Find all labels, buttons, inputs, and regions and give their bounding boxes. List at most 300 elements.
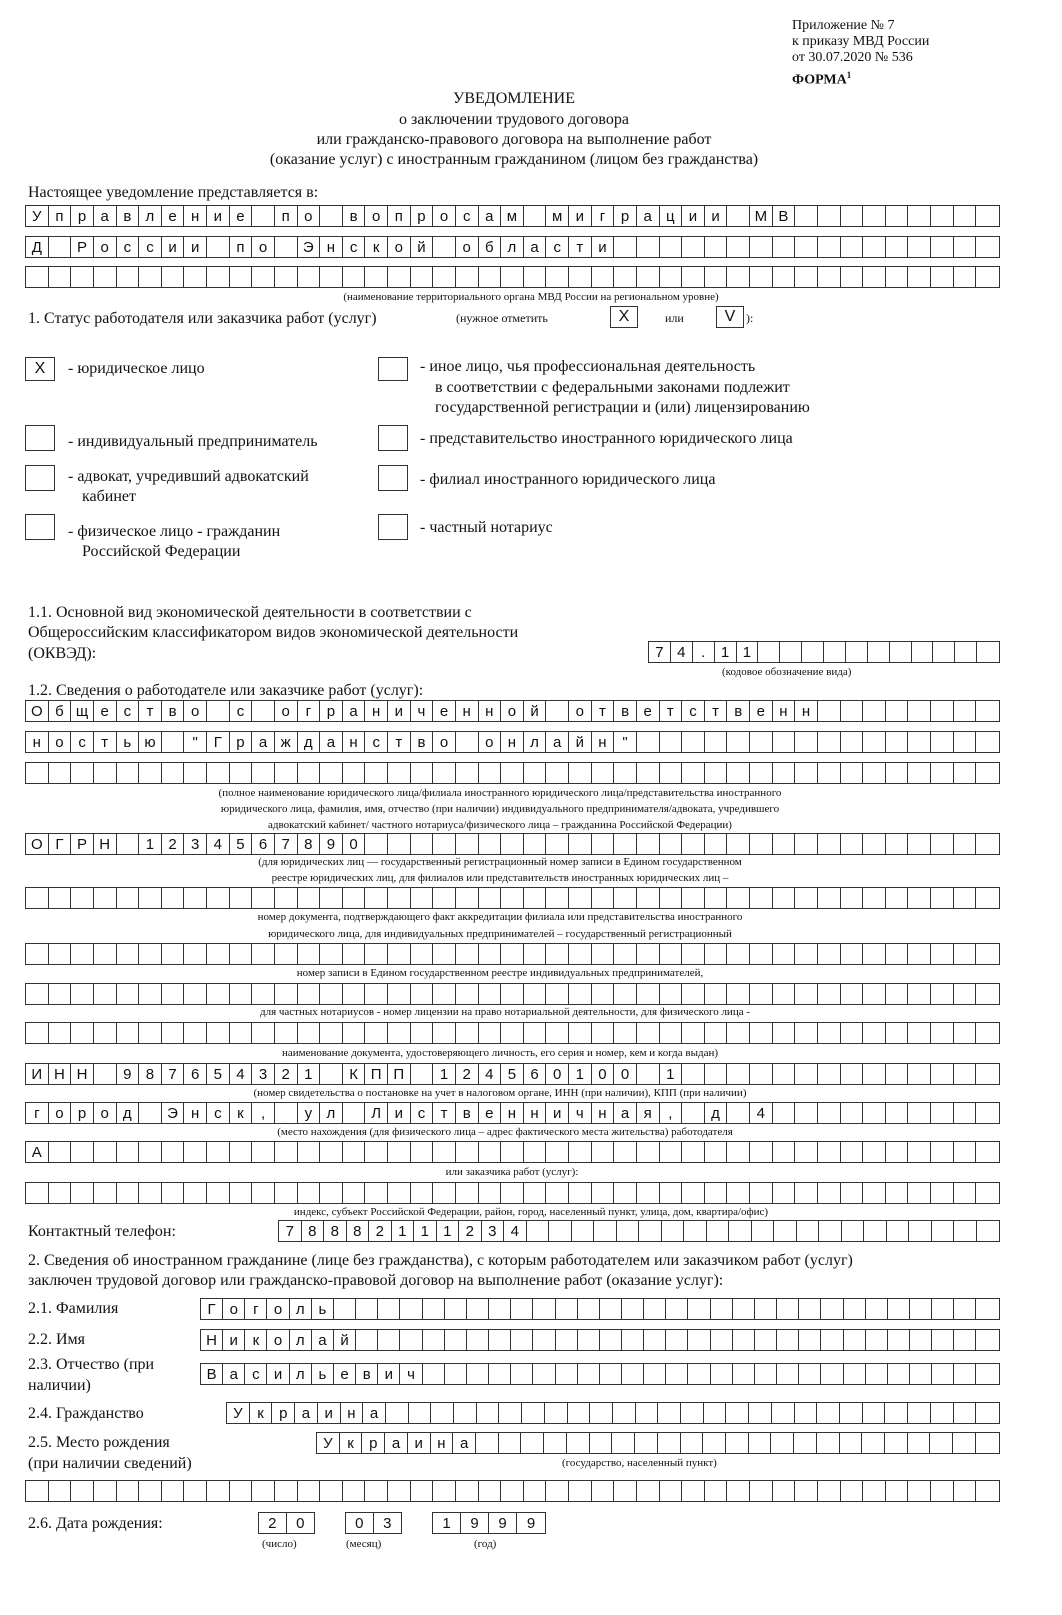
char-cell[interactable]	[750, 944, 773, 964]
char-cell[interactable]: "	[184, 732, 207, 752]
char-cell[interactable]	[592, 1481, 615, 1501]
char-cell[interactable]	[910, 1299, 932, 1319]
char-cell[interactable]: н	[26, 732, 49, 752]
char-cell[interactable]	[639, 1221, 662, 1241]
char-cell[interactable]	[931, 944, 954, 964]
char-cell[interactable]	[445, 1330, 467, 1350]
char-cell[interactable]	[841, 1064, 864, 1084]
char-cell[interactable]: а	[320, 732, 343, 752]
char-cell[interactable]: п	[275, 206, 298, 226]
char-cell[interactable]	[908, 1064, 931, 1084]
char-cell[interactable]	[954, 984, 977, 1004]
char-cell[interactable]: 1	[139, 834, 162, 854]
char-cell[interactable]	[682, 763, 705, 783]
char-cell[interactable]	[162, 888, 185, 908]
char-cell[interactable]	[230, 944, 253, 964]
char-cell[interactable]	[818, 944, 841, 964]
char-cell[interactable]	[636, 1403, 659, 1423]
char-cell[interactable]	[863, 1023, 886, 1043]
char-cell[interactable]: р	[71, 206, 94, 226]
char-cell[interactable]	[569, 984, 592, 1004]
char-cell[interactable]	[773, 1064, 796, 1084]
char-cell[interactable]	[705, 944, 728, 964]
char-cell[interactable]	[49, 267, 72, 287]
char-cell[interactable]	[773, 732, 796, 752]
char-cell[interactable]	[976, 1183, 999, 1203]
char-cell[interactable]: Э	[298, 237, 321, 257]
char-cell[interactable]: о	[433, 732, 456, 752]
char-cell[interactable]	[818, 1481, 841, 1501]
char-cell[interactable]: ь	[312, 1364, 334, 1384]
char-cell[interactable]	[910, 1330, 932, 1350]
char-cell[interactable]: к	[340, 1433, 363, 1453]
char-cell[interactable]	[275, 984, 298, 1004]
char-cell[interactable]	[886, 267, 909, 287]
char-cell[interactable]	[546, 701, 569, 721]
char-cell[interactable]: е	[94, 701, 117, 721]
char-cell[interactable]: 8	[324, 1221, 347, 1241]
char-cell[interactable]: 7	[162, 1064, 185, 1084]
char-cell[interactable]	[546, 1023, 569, 1043]
char-cell[interactable]: 3	[383, 1514, 392, 1532]
char-cell[interactable]	[117, 1481, 140, 1501]
char-cell[interactable]	[799, 1299, 821, 1319]
char-cell[interactable]	[733, 1364, 755, 1384]
char-cell[interactable]	[501, 834, 524, 854]
char-cell[interactable]	[365, 267, 388, 287]
char-cell[interactable]	[887, 1221, 910, 1241]
char-cell[interactable]	[365, 1142, 388, 1162]
char-cell[interactable]: М	[750, 206, 773, 226]
char-cell[interactable]: 2	[275, 1064, 298, 1084]
char-cell[interactable]	[886, 1481, 909, 1501]
char-cell[interactable]	[230, 763, 253, 783]
char-cell[interactable]	[546, 1183, 569, 1203]
char-cell[interactable]: 2	[456, 1064, 479, 1084]
char-cell[interactable]: 4	[207, 834, 230, 854]
char-cell[interactable]	[71, 267, 94, 287]
char-cell[interactable]	[524, 1023, 547, 1043]
char-cell[interactable]	[592, 984, 615, 1004]
char-cell[interactable]	[705, 763, 728, 783]
char-cell[interactable]	[749, 1403, 772, 1423]
char-cell[interactable]	[863, 732, 886, 752]
char-cell[interactable]: к	[365, 237, 388, 257]
char-cell[interactable]: и	[408, 1433, 431, 1453]
char-cell[interactable]: 9	[489, 1513, 517, 1533]
char-cell[interactable]	[885, 1403, 908, 1423]
char-cell[interactable]: л	[290, 1330, 312, 1350]
char-cell[interactable]	[578, 1299, 600, 1319]
char-cell[interactable]	[207, 237, 230, 257]
char-cell[interactable]	[162, 1481, 185, 1501]
char-cell[interactable]	[931, 1142, 954, 1162]
char-cell[interactable]: ь	[117, 732, 140, 752]
authority-row-3[interactable]	[25, 266, 1000, 288]
char-cell[interactable]	[411, 1183, 434, 1203]
doc-row-1[interactable]	[25, 887, 1000, 909]
phone-row[interactable]	[278, 1220, 1000, 1242]
char-cell[interactable]	[26, 944, 49, 964]
char-cell[interactable]	[489, 1299, 511, 1319]
char-cell[interactable]: и	[318, 1403, 341, 1423]
char-cell[interactable]: н	[773, 701, 796, 721]
char-cell[interactable]	[933, 642, 955, 662]
patronymic-row[interactable]	[200, 1363, 1000, 1385]
char-cell[interactable]	[533, 1364, 555, 1384]
char-cell[interactable]	[501, 984, 524, 1004]
authority-row-1[interactable]	[25, 205, 1000, 227]
char-cell[interactable]	[275, 1142, 298, 1162]
char-cell[interactable]: а	[479, 206, 502, 226]
char-cell[interactable]: Г	[49, 834, 72, 854]
char-cell[interactable]	[622, 1330, 644, 1350]
char-cell[interactable]	[862, 1433, 885, 1453]
char-cell[interactable]	[688, 1330, 710, 1350]
char-cell[interactable]	[705, 888, 728, 908]
char-cell[interactable]	[931, 763, 954, 783]
char-cell[interactable]	[184, 1023, 207, 1043]
char-cell[interactable]	[433, 267, 456, 287]
char-cell[interactable]	[681, 1403, 704, 1423]
char-cell[interactable]	[727, 206, 750, 226]
char-cell[interactable]	[94, 944, 117, 964]
char-cell[interactable]	[954, 834, 977, 854]
char-cell[interactable]	[499, 1403, 522, 1423]
char-cell[interactable]	[230, 267, 253, 287]
char-cell[interactable]: 7	[275, 834, 298, 854]
char-cell[interactable]	[184, 1481, 207, 1501]
char-cell[interactable]	[71, 1481, 94, 1501]
char-cell[interactable]	[658, 1433, 681, 1453]
char-cell[interactable]	[594, 1221, 617, 1241]
char-cell[interactable]	[423, 1299, 445, 1319]
char-cell[interactable]	[617, 1221, 640, 1241]
char-cell[interactable]	[546, 1142, 569, 1162]
char-cell[interactable]	[365, 944, 388, 964]
char-cell[interactable]	[711, 1299, 733, 1319]
char-cell[interactable]	[71, 888, 94, 908]
char-cell[interactable]	[727, 944, 750, 964]
char-cell[interactable]	[549, 1221, 572, 1241]
char-cell[interactable]	[546, 944, 569, 964]
char-cell[interactable]	[207, 888, 230, 908]
char-cell[interactable]: 7	[279, 1221, 302, 1241]
char-cell[interactable]	[908, 888, 931, 908]
char-cell[interactable]	[71, 984, 94, 1004]
char-cell[interactable]: с	[365, 732, 388, 752]
char-cell[interactable]	[501, 1142, 524, 1162]
char-cell[interactable]: о	[569, 701, 592, 721]
char-cell[interactable]: к	[230, 1103, 253, 1123]
char-cell[interactable]: д	[117, 1103, 140, 1123]
char-cell[interactable]	[773, 267, 796, 287]
char-cell[interactable]	[705, 237, 728, 257]
char-cell[interactable]	[976, 1299, 998, 1319]
char-cell[interactable]	[556, 1299, 578, 1319]
char-cell[interactable]	[637, 834, 660, 854]
char-cell[interactable]: 1	[569, 1064, 592, 1084]
checkbox-branch[interactable]	[378, 465, 408, 491]
char-cell[interactable]	[749, 1433, 772, 1453]
char-cell[interactable]	[600, 1364, 622, 1384]
char-cell[interactable]	[546, 1481, 569, 1501]
char-cell[interactable]: и	[162, 237, 185, 257]
char-cell[interactable]: 1	[414, 1221, 437, 1241]
char-cell[interactable]	[954, 944, 977, 964]
char-cell[interactable]	[298, 944, 321, 964]
char-cell[interactable]	[479, 888, 502, 908]
char-cell[interactable]: а	[223, 1364, 245, 1384]
char-cell[interactable]	[511, 1299, 533, 1319]
char-cell[interactable]	[824, 642, 846, 662]
char-cell[interactable]	[841, 984, 864, 1004]
char-cell[interactable]: а	[453, 1433, 476, 1453]
char-cell[interactable]	[614, 763, 637, 783]
char-cell[interactable]	[773, 1183, 796, 1203]
birthplace-row-2[interactable]	[25, 1480, 1000, 1502]
char-cell[interactable]	[489, 1364, 511, 1384]
char-cell[interactable]	[94, 1023, 117, 1043]
char-cell[interactable]: а	[343, 701, 366, 721]
char-cell[interactable]	[431, 1403, 454, 1423]
doc-row-3[interactable]	[25, 983, 1000, 1005]
char-cell[interactable]: г	[592, 206, 615, 226]
char-cell[interactable]	[298, 1183, 321, 1203]
char-cell[interactable]	[94, 1183, 117, 1203]
char-cell[interactable]	[365, 888, 388, 908]
char-cell[interactable]	[841, 1103, 864, 1123]
char-cell[interactable]	[411, 1023, 434, 1043]
char-cell[interactable]	[705, 1023, 728, 1043]
char-cell[interactable]	[908, 1142, 931, 1162]
char-cell[interactable]: т	[705, 701, 728, 721]
char-cell[interactable]	[94, 888, 117, 908]
char-cell[interactable]: ю	[139, 732, 162, 752]
char-cell[interactable]	[544, 1433, 567, 1453]
char-cell[interactable]	[592, 267, 615, 287]
char-cell[interactable]	[886, 1103, 909, 1123]
ogrn-row[interactable]	[25, 833, 1000, 855]
char-cell[interactable]	[433, 1142, 456, 1162]
char-cell[interactable]: т	[94, 732, 117, 752]
char-cell[interactable]: о	[94, 1103, 117, 1123]
authority-row-2[interactable]	[25, 236, 1000, 258]
char-cell[interactable]	[207, 944, 230, 964]
char-cell[interactable]	[49, 1142, 72, 1162]
char-cell[interactable]	[976, 984, 999, 1004]
char-cell[interactable]	[614, 1142, 637, 1162]
char-cell[interactable]: с	[207, 1103, 230, 1123]
char-cell[interactable]	[117, 944, 140, 964]
char-cell[interactable]	[799, 1364, 821, 1384]
char-cell[interactable]: ,	[660, 1103, 683, 1123]
char-cell[interactable]	[931, 267, 954, 287]
char-cell[interactable]: н	[320, 237, 343, 257]
char-cell[interactable]: и	[207, 206, 230, 226]
char-cell[interactable]	[569, 763, 592, 783]
char-cell[interactable]: м	[501, 206, 524, 226]
inn-kpp-row[interactable]	[25, 1063, 1000, 1085]
char-cell[interactable]	[863, 944, 886, 964]
char-cell[interactable]	[931, 984, 954, 1004]
char-cell[interactable]	[886, 888, 909, 908]
char-cell[interactable]: Л	[365, 1103, 388, 1123]
char-cell[interactable]: о	[456, 237, 479, 257]
char-cell[interactable]: 1	[298, 1064, 321, 1084]
char-cell[interactable]	[365, 1481, 388, 1501]
char-cell[interactable]	[727, 1064, 750, 1084]
char-cell[interactable]: ,	[252, 1103, 275, 1123]
char-cell[interactable]	[705, 984, 728, 1004]
char-cell[interactable]: т	[569, 237, 592, 257]
char-cell[interactable]: о	[365, 206, 388, 226]
char-cell[interactable]	[592, 1142, 615, 1162]
char-cell[interactable]	[818, 984, 841, 1004]
char-cell[interactable]	[705, 1481, 728, 1501]
char-cell[interactable]	[863, 834, 886, 854]
char-cell[interactable]: н	[795, 701, 818, 721]
char-cell[interactable]	[727, 1023, 750, 1043]
char-cell[interactable]	[298, 1481, 321, 1501]
char-cell[interactable]: о	[433, 206, 456, 226]
char-cell[interactable]: с	[456, 206, 479, 226]
char-cell[interactable]	[818, 888, 841, 908]
char-cell[interactable]	[954, 1221, 977, 1241]
employer-name-row-2[interactable]	[25, 731, 1000, 753]
char-cell[interactable]: т	[433, 1103, 456, 1123]
char-cell[interactable]: о	[501, 701, 524, 721]
char-cell[interactable]	[662, 1221, 685, 1241]
char-cell[interactable]	[863, 763, 886, 783]
char-cell[interactable]	[546, 763, 569, 783]
char-cell[interactable]	[780, 642, 802, 662]
char-cell[interactable]: в	[162, 701, 185, 721]
char-cell[interactable]	[578, 1330, 600, 1350]
char-cell[interactable]: Н	[49, 1064, 72, 1084]
char-cell[interactable]	[117, 984, 140, 1004]
char-cell[interactable]	[546, 834, 569, 854]
char-cell[interactable]	[592, 888, 615, 908]
char-cell[interactable]	[524, 267, 547, 287]
char-cell[interactable]	[411, 834, 434, 854]
char-cell[interactable]	[954, 206, 977, 226]
char-cell[interactable]	[479, 267, 502, 287]
char-cell[interactable]	[184, 1142, 207, 1162]
char-cell[interactable]	[637, 1183, 660, 1203]
char-cell[interactable]: й	[524, 701, 547, 721]
char-cell[interactable]	[795, 834, 818, 854]
char-cell[interactable]	[479, 1481, 502, 1501]
char-cell[interactable]	[569, 1481, 592, 1501]
char-cell[interactable]	[454, 1403, 477, 1423]
char-cell[interactable]	[524, 763, 547, 783]
char-cell[interactable]	[556, 1364, 578, 1384]
char-cell[interactable]: 7	[649, 642, 671, 662]
char-cell[interactable]: т	[139, 701, 162, 721]
char-cell[interactable]	[275, 763, 298, 783]
char-cell[interactable]	[931, 888, 954, 908]
char-cell[interactable]	[795, 1183, 818, 1203]
char-cell[interactable]	[637, 984, 660, 1004]
char-cell[interactable]	[569, 1183, 592, 1203]
char-cell[interactable]	[755, 1299, 777, 1319]
char-cell[interactable]	[230, 984, 253, 1004]
char-cell[interactable]	[298, 984, 321, 1004]
char-cell[interactable]	[612, 1433, 635, 1453]
char-cell[interactable]: к	[245, 1330, 267, 1350]
char-cell[interactable]	[343, 1023, 366, 1043]
char-cell[interactable]	[841, 1023, 864, 1043]
char-cell[interactable]	[932, 1330, 954, 1350]
char-cell[interactable]: "	[614, 732, 637, 752]
char-cell[interactable]	[545, 1403, 568, 1423]
char-cell[interactable]: 8	[139, 1064, 162, 1084]
char-cell[interactable]: Н	[201, 1330, 223, 1350]
char-cell[interactable]: ч	[400, 1364, 422, 1384]
char-cell[interactable]: 9	[526, 1514, 536, 1532]
char-cell[interactable]	[976, 1481, 999, 1501]
char-cell[interactable]	[931, 206, 954, 226]
char-cell[interactable]	[26, 1481, 49, 1501]
char-cell[interactable]	[477, 1403, 500, 1423]
char-cell[interactable]	[388, 984, 411, 1004]
char-cell[interactable]	[802, 642, 824, 662]
char-cell[interactable]	[866, 1299, 888, 1319]
char-cell[interactable]	[726, 1433, 749, 1453]
char-cell[interactable]	[841, 1183, 864, 1203]
char-cell[interactable]	[411, 267, 434, 287]
char-cell[interactable]	[773, 1023, 796, 1043]
char-cell[interactable]	[252, 984, 275, 1004]
char-cell[interactable]	[356, 1330, 378, 1350]
char-cell[interactable]	[501, 267, 524, 287]
char-cell[interactable]	[954, 732, 977, 752]
surname-row[interactable]	[200, 1298, 1000, 1320]
char-cell[interactable]	[476, 1433, 499, 1453]
char-cell[interactable]: м	[546, 206, 569, 226]
char-cell[interactable]	[162, 984, 185, 1004]
char-cell[interactable]: 6	[184, 1064, 207, 1084]
char-cell[interactable]	[614, 944, 637, 964]
char-cell[interactable]	[614, 834, 637, 854]
char-cell[interactable]	[252, 944, 275, 964]
char-cell[interactable]: Р	[71, 834, 94, 854]
char-cell[interactable]	[467, 1364, 489, 1384]
okved-code-row[interactable]	[648, 641, 1000, 663]
char-cell[interactable]	[660, 732, 683, 752]
char-cell[interactable]	[688, 1364, 710, 1384]
char-cell[interactable]	[908, 1183, 931, 1203]
char-cell[interactable]: н	[343, 732, 366, 752]
char-cell[interactable]	[139, 888, 162, 908]
char-cell[interactable]	[705, 834, 728, 854]
char-cell[interactable]: 2	[162, 834, 185, 854]
char-cell[interactable]	[445, 1364, 467, 1384]
char-cell[interactable]	[931, 1481, 954, 1501]
char-cell[interactable]: и	[546, 1103, 569, 1123]
char-cell[interactable]	[479, 944, 502, 964]
char-cell[interactable]	[511, 1330, 533, 1350]
char-cell[interactable]: 0	[614, 1064, 637, 1084]
char-cell[interactable]	[818, 1142, 841, 1162]
char-cell[interactable]	[795, 1103, 818, 1123]
char-cell[interactable]	[117, 1183, 140, 1203]
char-cell[interactable]	[771, 1433, 794, 1453]
char-cell[interactable]	[931, 1403, 954, 1423]
char-cell[interactable]: о	[94, 237, 117, 257]
char-cell[interactable]	[388, 763, 411, 783]
